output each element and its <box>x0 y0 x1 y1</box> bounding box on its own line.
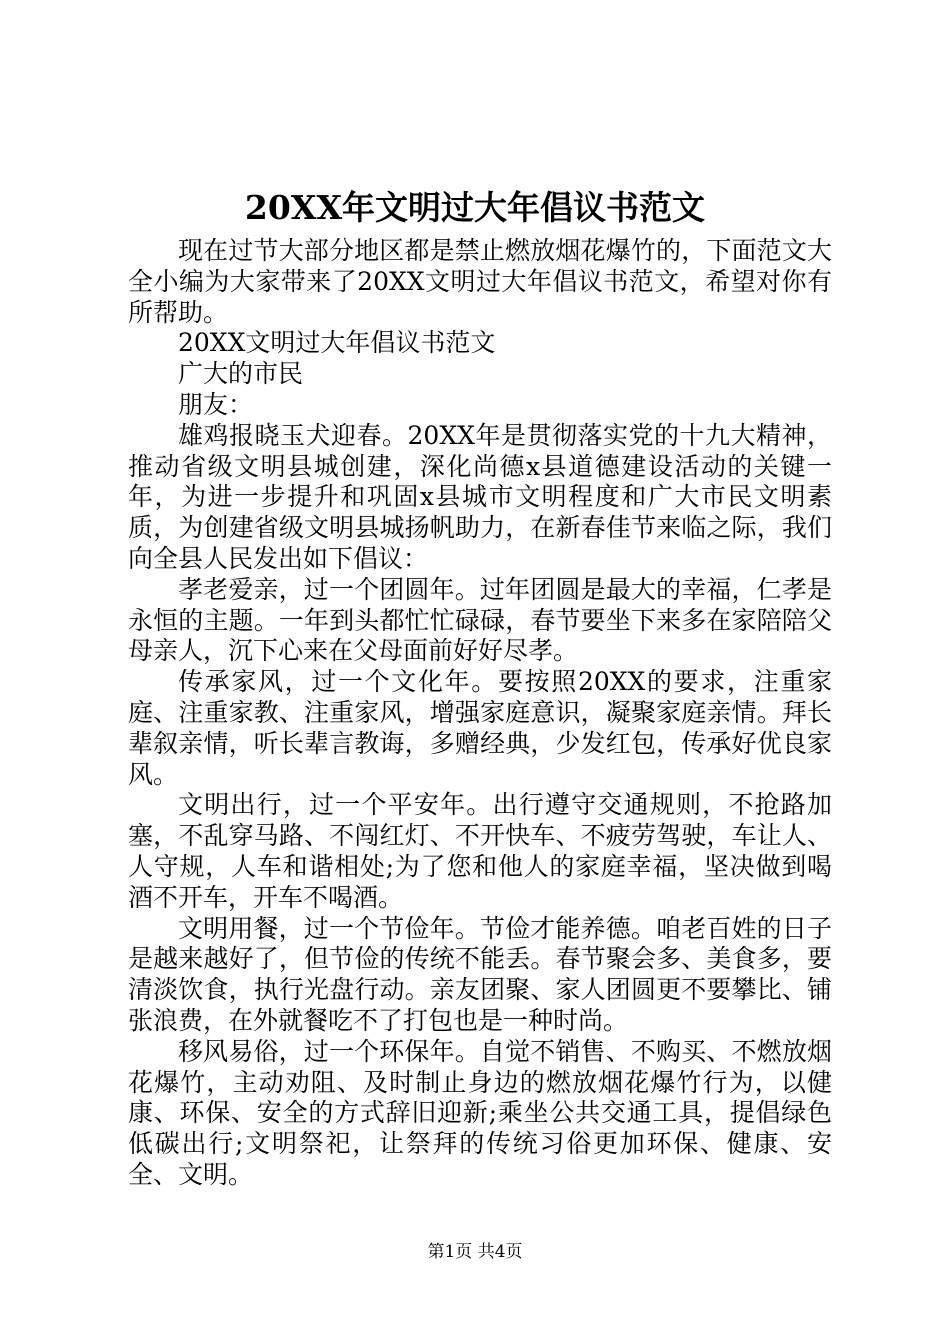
salutation-line: 广大的市民 <box>178 359 304 389</box>
intro-paragraph: 现在过节大部分地区都是禁止燃放烟花爆竹的，下面范文大全小编为大家带来了20XX文明过大年倡议书范文，希望对你有所帮助。 <box>128 236 832 327</box>
body-paragraph: 移风易俗，过一个环保年。自觉不销售、不购买、不燃放烟花爆竹，主动劝阻、及时制止身边的燃放烟花爆竹行为，以健康、环保、安全的方式辞旧迎新;乘坐公共交通工具，提倡绿色低碳出行;文明祭祀，让祭拜的传统习俗更加环保、健康、安全、文明。 <box>128 1036 832 1189</box>
body-paragraph: 传承家风，过一个文化年。要按照20XX的要求，注重家庭、注重家教、注重家风，增强家庭意识，凝聚家庭亲情。拜长辈叙亲情，听长辈言教诲，多赠经典，少发红包，传承好优良家风。 <box>128 667 832 789</box>
body-paragraph: 文明出行，过一个平安年。出行遵守交通规则，不抢路加塞，不乱穿马路、不闯红灯、不开快车、不疲劳驾驶，车让人、人守规，人车和谐相处;为了您和他人的家庭幸福，坚决做到喝酒不开车，开车不喝酒。 <box>128 790 832 912</box>
body-paragraph: 雄鸡报晓玉犬迎春。20XX年是贯彻落实党的十九大精神，推动省级文明县城创建，深化尚德x县道德建设活动的关键一年，为进一步提升和巩固x县城市文明程度和广大市民文明素质，为创建省级文明县城扬帆助力，在新春佳节来临之际，我们向全县人民发出如下倡议： <box>128 420 832 573</box>
page-number-footer: 第1页 共4页 <box>427 1242 523 1262</box>
body-paragraph: 文明用餐，过一个节俭年。节俭才能养德。咱老百姓的日子是越来越好了，但节俭的传统不能丢。春节聚会多、美食多，要清淡饮食，执行光盘行动。亲友团聚、家人团圆更不要攀比、铺张浪费，在外就餐吃不了打包也是一种时尚。 <box>128 913 832 1035</box>
body-paragraph: 孝老爱亲，过一个团圆年。过年团圆是最大的幸福，仁孝是永恒的主题。一年到头都忙忙碌碌，春节要坐下来多在家陪陪父母亲人，沉下心来在父母面前好好尽孝。 <box>128 574 832 666</box>
salutation-line: 朋友： <box>178 389 254 419</box>
document-body <box>128 236 832 1191</box>
document-title: 20XX年文明过大年倡议书范文 <box>244 188 706 227</box>
subtitle-line: 20XX文明过大年倡议书范文 <box>178 328 496 358</box>
